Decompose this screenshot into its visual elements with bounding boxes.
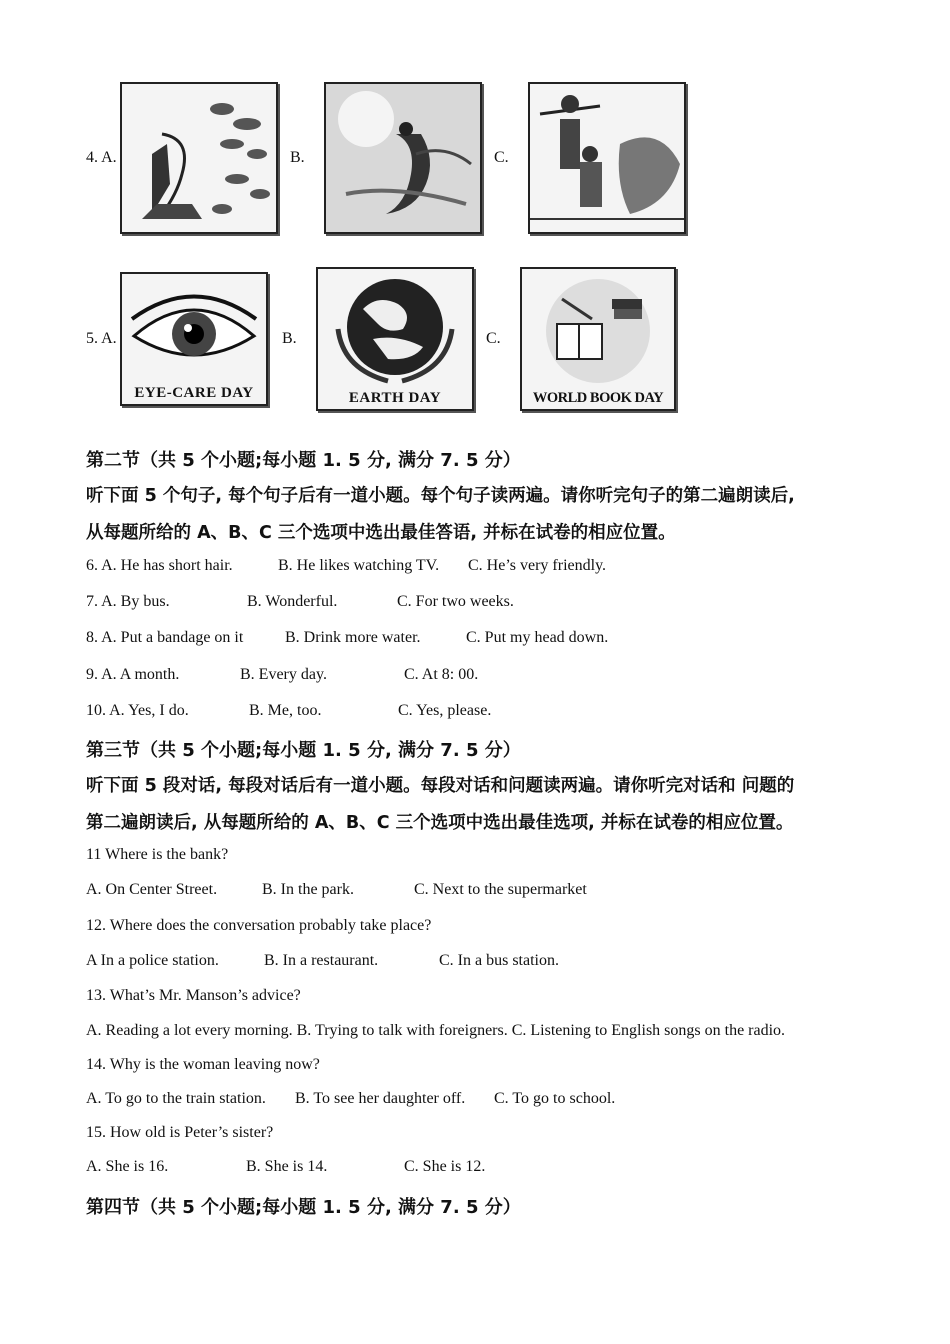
q6-option-c: C. He’s very friendly. [468,557,607,574]
q4-picture-b [324,82,482,234]
q15-option-c: C. She is 12. [404,1158,486,1175]
q11-question: 11 Where is the bank? [86,846,229,863]
section3-title: 第三节（共 5 个小题;每小题 1. 5 分, 满分 7. 5 分） [86,740,521,761]
q6-option-b: B. He likes watching TV. [278,557,440,574]
section2-instructions-line1: 听下面 5 个句子, 每个句子后有一道小题。每个句子读两遍。请你听完句子的第二遍朗读后, [86,486,795,506]
q13-options: A. Reading a lot every morning. B. Trying to talk with foreigners. C. Listening to English songs on the radio. [86,1022,786,1039]
section2-instructions-line2: 从每题所给的 A、B、C 三个选项中选出最佳答语, 并标在试卷的相应位置。 [86,523,676,543]
q14-option-c: C. To go to school. [494,1090,616,1107]
q12-question: 12. Where does the conversation probably take place? [86,917,432,934]
q15-question: 15. How old is Peter’s sister? [86,1124,274,1141]
q14-option-b: B. To see her daughter off. [295,1090,466,1107]
q4-label-c: C. [494,149,509,166]
q13-question: 13. What’s Mr. Manson’s advice? [86,987,301,1004]
section4-title: 第四节（共 5 个小题;每小题 1. 5 分, 满分 7. 5 分） [86,1197,521,1218]
q8-option-a: 8. A. Put a bandage on it [86,629,244,646]
q5-picture-earth-day [316,267,474,411]
q4-label-b: B. [290,149,305,166]
q10-option-c: C. Yes, please. [398,702,492,719]
q10-option-b: B. Me, too. [249,702,322,719]
q15-option-a: A. She is 16. [86,1158,169,1175]
q4-picture-a [120,82,278,234]
q5-label-b: B. [282,330,297,347]
q5-picture-eye-care-day [120,272,268,406]
q5-picture-world-book-day [520,267,676,411]
q12-option-c: C. In a bus station. [439,952,559,969]
q11-option-a: A. On Center Street. [86,881,218,898]
q4-label: 4. A. [86,149,117,166]
section2-title: 第二节（共 5 个小题;每小题 1. 5 分, 满分 7. 5 分） [86,450,521,471]
q5-caption-a: EYE-CARE DAY [134,385,254,401]
q15-option-b: B. She is 14. [246,1158,328,1175]
section3-instructions-line2: 第二遍朗读后, 从每题所给的 A、B、C 三个选项中选出最佳选项, 并标在试卷的相应位置。 [86,813,794,833]
q9-option-a: 9. A. A month. [86,666,180,683]
q7-option-a: 7. A. By bus. [86,593,170,610]
q7-option-b: B. Wonderful. [247,593,338,610]
q12-option-a: A In a police station. [86,952,219,969]
q5-label-c: C. [486,330,501,347]
q4-picture-row [86,82,696,234]
q11-option-c: C. Next to the supermarket [414,881,587,898]
q5-picture-row [86,267,686,411]
q5-caption-c: WORLD BOOK DAY [532,390,664,406]
section3-instructions-line1: 听下面 5 段对话, 每段对话后有一道小题。每段对话和问题读两遍。请你听完对话和 问题的 [86,776,795,796]
q9-option-b: B. Every day. [240,666,327,683]
q9-option-c: C. At 8: 00. [404,666,479,683]
q6-option-a: 6. A. He has short hair. [86,557,233,574]
q4-picture-c [528,82,686,234]
q5-caption-b: EARTH DAY [348,390,442,406]
q7-option-c: C. For two weeks. [397,593,514,610]
q14-option-a: A. To go to the train station. [86,1090,266,1107]
q12-option-b: B. In a restaurant. [264,952,379,969]
q14-question: 14. Why is the woman leaving now? [86,1056,320,1073]
q5-label: 5. A. [86,330,117,347]
q8-option-b: B. Drink more water. [285,629,421,646]
q11-option-b: B. In the park. [262,881,354,898]
q10-option-a: 10. A. Yes, I do. [86,702,189,719]
q8-option-c: C. Put my head down. [466,629,609,646]
